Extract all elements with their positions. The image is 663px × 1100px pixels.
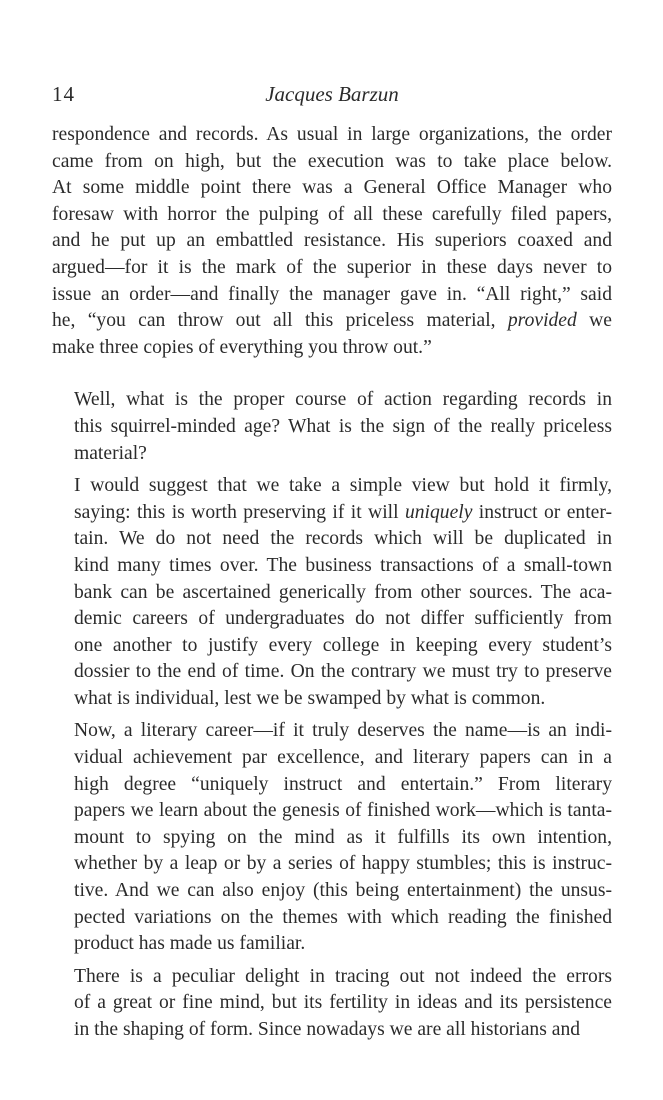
text-line: issue an order—and finally the manager gave in. “All right,” said bbox=[52, 283, 612, 305]
paragraph-1 bbox=[52, 122, 612, 361]
text-line: and he put up an embattled resistance. His superiors coaxed and bbox=[52, 230, 612, 252]
paragraph-4 bbox=[52, 718, 612, 957]
text-line: kind many times over. The business transactions of a small-town bbox=[74, 554, 612, 576]
body-text bbox=[52, 122, 612, 1044]
text-line: Now, a literary career—if it truly deserves the name—is an indi- bbox=[74, 720, 612, 742]
text-line: of a great or fine mind, but its fertility in ideas and its persistence bbox=[74, 992, 612, 1014]
paragraph-3 bbox=[52, 473, 612, 712]
text-line: one another to justify every college in keeping every student’s bbox=[74, 634, 612, 656]
text-line: pected variations on the themes with which reading the finished bbox=[74, 906, 612, 928]
text-line bbox=[52, 500, 612, 527]
text-line: tain. We do not need the records which will be duplicated in bbox=[74, 528, 612, 550]
text-line: demic careers of undergraduates do not differ sufficiently from bbox=[74, 608, 612, 630]
text-line: high degree “uniquely instruct and entertain.” From literary bbox=[74, 773, 612, 795]
text-line: vidual achievement par excellence, and literary papers can in a bbox=[74, 747, 612, 769]
text-line: in the shaping of form. Since nowadays we are all historians and bbox=[74, 1019, 581, 1040]
book-page bbox=[52, 82, 612, 1044]
text-segment: instruct or enter- bbox=[472, 501, 612, 523]
emphasized-word: uniquely bbox=[404, 501, 473, 523]
text-line: material? bbox=[74, 442, 147, 464]
text-segment: he, “you can throw out all this priceless material, bbox=[52, 310, 508, 332]
text-line: what is individual, lest we be swamped by what is common. bbox=[74, 687, 546, 709]
text-segment: saying: this is worth preserving if it will bbox=[74, 501, 405, 523]
text-line: make three copies of everything you throw out.” bbox=[52, 336, 432, 358]
text-line: bank can be ascertained generically from other sources. The aca- bbox=[74, 581, 612, 603]
text-line bbox=[52, 308, 612, 335]
text-line: whether by a leap or by a series of happy stumbles; this is instruc- bbox=[74, 853, 612, 875]
text-line: mount to spying on the mind as it fulfills its own intention, bbox=[74, 826, 612, 848]
emphasized-word: provided bbox=[507, 310, 577, 332]
text-line: respondence and records. As usual in large organizations, the order bbox=[52, 124, 612, 145]
running-head bbox=[52, 82, 612, 114]
text-line: this squirrel-minded age? What is the sign of the really priceless bbox=[74, 415, 612, 437]
text-line: There is a peculiar delight in tracing out not indeed the errors bbox=[74, 965, 612, 987]
page-number: 14 bbox=[52, 82, 75, 106]
text-line: product has made us familiar. bbox=[74, 933, 306, 955]
running-head-author: Jacques Barzun bbox=[265, 82, 399, 106]
text-segment: we bbox=[576, 310, 612, 332]
paragraph-5 bbox=[52, 964, 612, 1044]
text-line: tive. And we can also enjoy (this being entertainment) the unsus- bbox=[74, 880, 612, 902]
text-line: At some middle point there was a General Office Manager who bbox=[52, 177, 612, 199]
paragraph-2 bbox=[52, 387, 612, 467]
text-line: foresaw with horror the pulping of all these carefully filed papers, bbox=[52, 203, 612, 225]
text-line: Well, what is the proper course of action regarding records in bbox=[74, 389, 612, 411]
text-line: argued—for it is the mark of the superior in these days never to bbox=[52, 256, 612, 278]
text-line: papers we learn about the genesis of finished work—which is tanta- bbox=[74, 800, 612, 822]
text-line: dossier to the end of time. On the contrary we must try to preserve bbox=[74, 661, 612, 683]
text-line: I would suggest that we take a simple view but hold it firmly, bbox=[74, 475, 612, 497]
text-line: came from on high, but the execution was to take place below. bbox=[52, 150, 612, 172]
